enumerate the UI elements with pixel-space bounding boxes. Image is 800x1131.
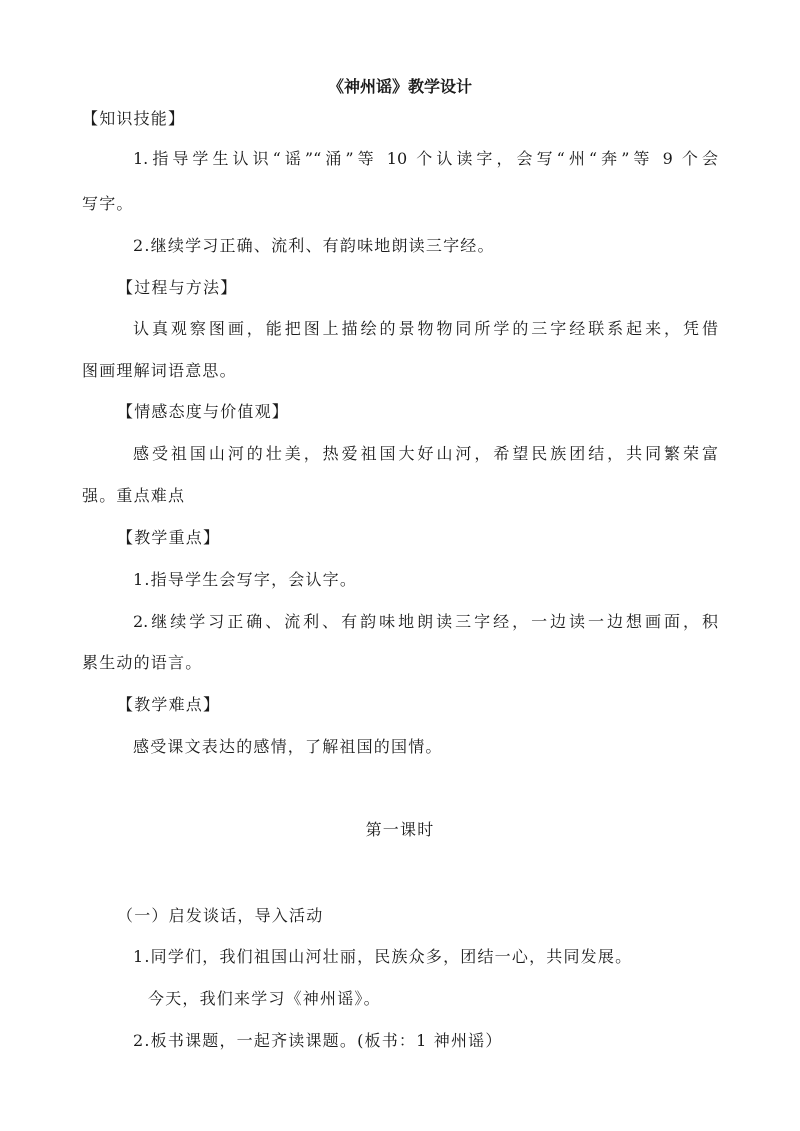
knowledge-item1-line2: 写字。 xyxy=(82,194,134,213)
knowledge-item2: 2.继续学习正确、流利、有韵味地朗读三字经。 xyxy=(133,236,495,255)
emotion-line2: 强。重点难点 xyxy=(82,486,186,505)
part1-heading: （一）启发谈话，导入活动 xyxy=(117,906,324,925)
step1-line2: 今天，我们来学习《神州谣》。 xyxy=(148,989,381,1008)
key-item1: 1.指导学生会写字，会认字。 xyxy=(133,570,358,589)
process-line2: 图画理解词语意思。 xyxy=(82,361,237,380)
knowledge-heading: 【知识技能】 xyxy=(82,109,186,128)
key-heading: 【教学重点】 xyxy=(117,528,221,547)
step1-line1: 1.同学们，我们祖国山河壮丽，民族众多，团结一心，共同发展。 xyxy=(133,947,633,966)
process-heading: 【过程与方法】 xyxy=(117,278,238,297)
emotion-heading: 【情感态度与价值观】 xyxy=(117,402,290,421)
document-title: 《神州谣》教学设计 xyxy=(327,77,472,96)
emotion-line1: 感受祖国山河的壮美，热爱祖国大好山河，希望民族团结，共同繁荣富 xyxy=(133,444,718,463)
process-line1: 认真观察图画，能把图上描绘的景物物同所学的三字经联系起来，凭借 xyxy=(133,319,718,338)
difficulty-text: 感受课文表达的感情，了解祖国的国情。 xyxy=(133,737,443,756)
difficulty-heading: 【教学难点】 xyxy=(117,695,221,714)
knowledge-item1-line1: 1.指导学生认识“谣”“涌”等 10 个认读字，会写“州“奔”等 9 个会 xyxy=(133,149,718,168)
key-item2-line2: 累生动的语言。 xyxy=(82,653,203,672)
step2: 2.板书课题，一起齐读课题。(板书：1 神州谣） xyxy=(133,1031,503,1050)
key-item2-line1: 2.继续学习正确、流利、有韵味地朗读三字经，一边读一边想画面，积 xyxy=(133,612,718,631)
lesson-heading: 第一课时 xyxy=(365,820,435,839)
